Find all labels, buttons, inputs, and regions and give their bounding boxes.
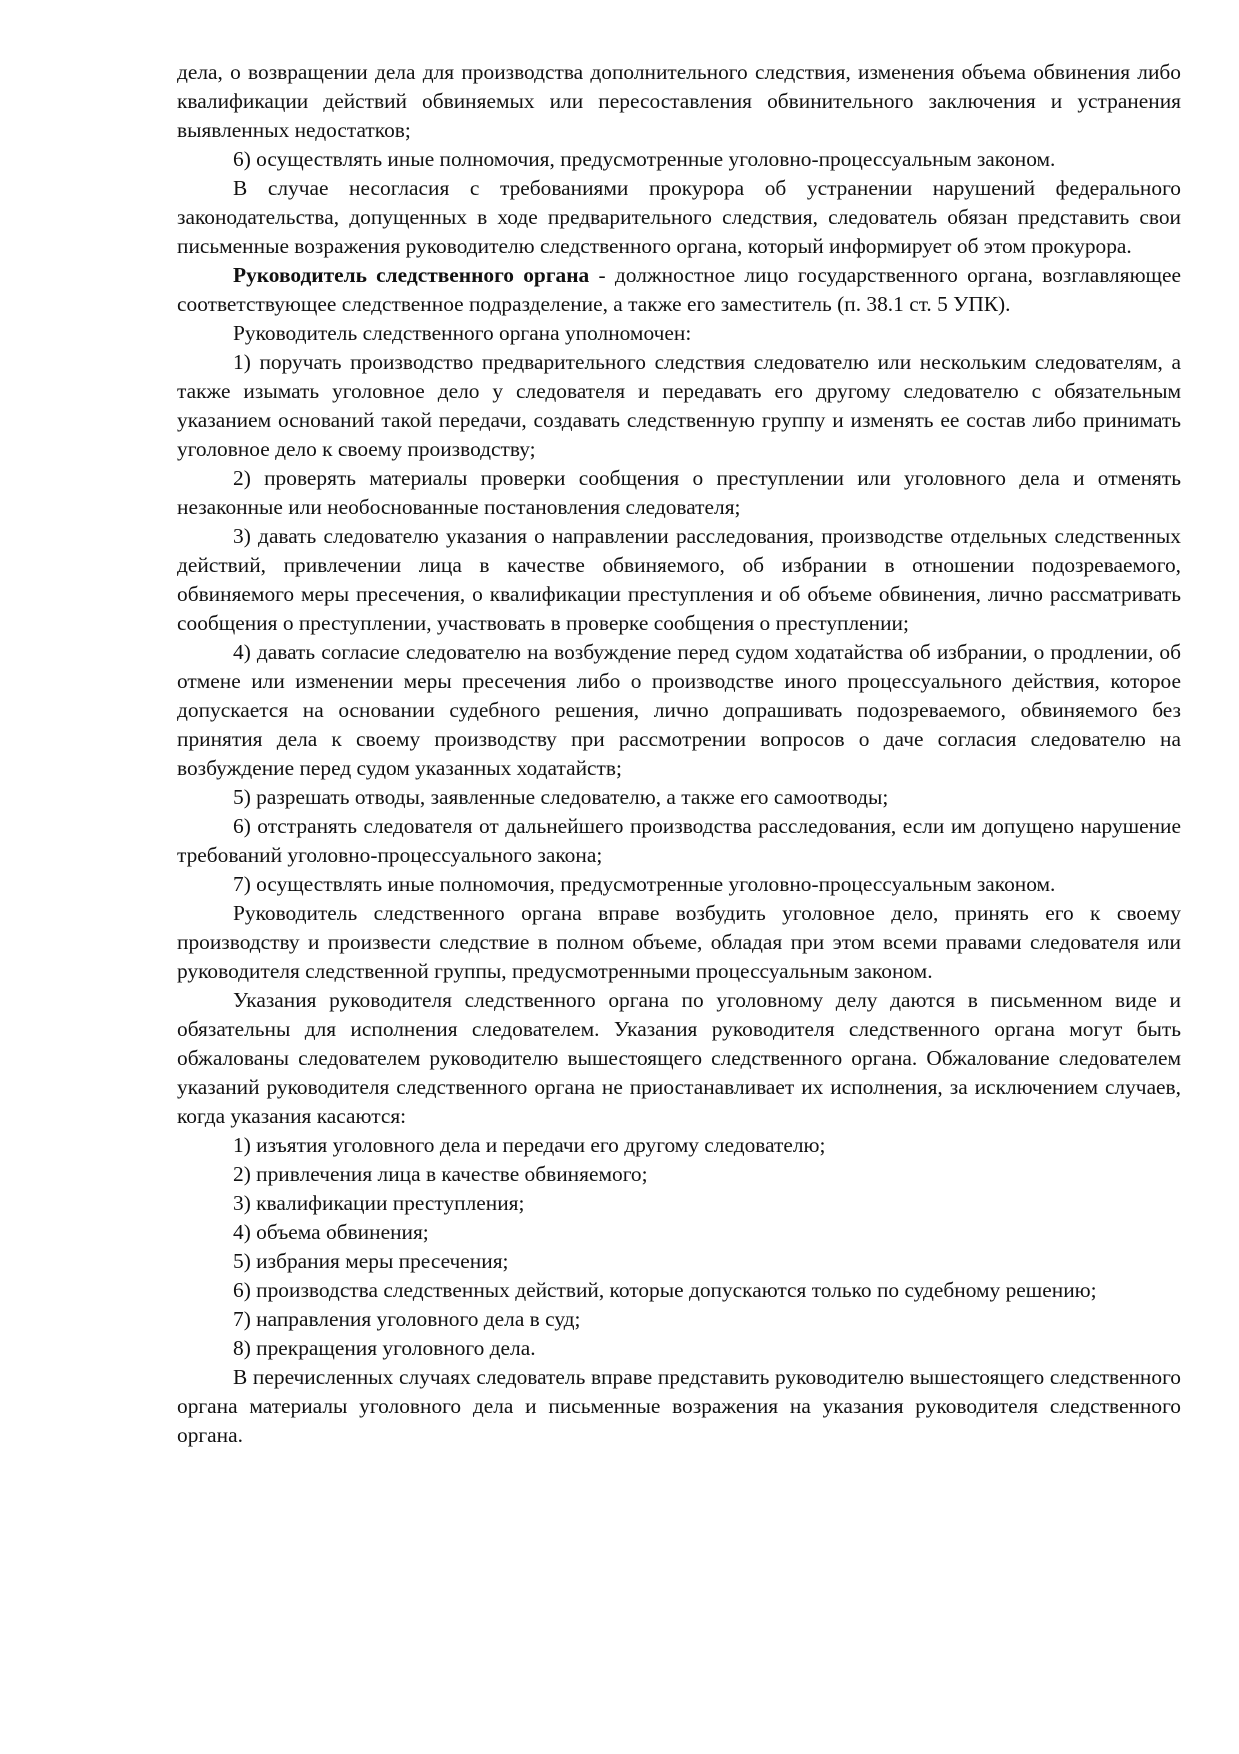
term-definition: - должностное лицо государственного органа, возглавляющее соответствующее следственное подразделение, а также его заместитель (п. 38.1 ст. 5 УПК).	[177, 263, 1182, 316]
paragraph-3: В случае несогласия с требованиями прокурора об устранении нарушений федерального законодательства, допущенных в ходе предварительного следствия, следователь обязан представить свои письменные возражения руководителю следственного органа, который информирует об этом прокурора.	[177, 176, 1181, 258]
list-item: 5) избрания меры пресечения;	[233, 1249, 509, 1273]
list-item: 3) давать следователю указания о направлении расследования, производстве отдельных следственных действий, привлечении лица в качестве обвиняемого, об избрании в отношении подозреваемого, обвиняемого меры пресечения, о квалификации преступления и об объеме обвинения, лично рассматривать сообщения о преступлении, участвовать в проверке сообщения о преступлении;	[177, 524, 1181, 635]
bold-term: Руководитель следственного органа	[233, 263, 590, 287]
list-item: 1) изъятия уголовного дела и передачи его другому следователю;	[233, 1133, 826, 1157]
list-item: 7) направления уголовного дела в суд;	[233, 1307, 581, 1331]
list-item: 4) давать согласие следователю на возбуждение перед судом ходатайства об избрании, о продлении, об отмене или изменении меры пресечения либо о производстве иного процессуального действия, которое допускается на основании судебного решения, лично допрашивать подозреваемого, обвиняемого без принятия дела к своему производству при рассмотрении вопросов о даче согласия следователю на возбуждение перед судом указанных ходатайств;	[177, 640, 1181, 780]
paragraph-13: Руководитель следственного органа вправе возбудить уголовное дело, принять его к своему производству и произвести следствие в полном объеме, обладая при этом всеми правами следователя или руководителя следственной группы, предусмотренными процессуальным законом.	[177, 901, 1181, 983]
list-item: 5) разрешать отводы, заявленные следователю, а также его самоотводы;	[233, 785, 889, 809]
list-item: 7) осуществлять иные полномочия, предусмотренные уголовно-процессуальным законом.	[233, 872, 1056, 896]
paragraph-4	[177, 261, 1181, 319]
list-item: 2) проверять материалы проверки сообщения о преступлении или уголовного дела и отменять незаконные или необоснованные постановления следователя;	[177, 466, 1181, 519]
paragraph-14: Указания руководителя следственного органа по уголовному делу даются в письменном виде и обязательны для исполнения следователем. Указания руководителя следственного органа могут быть обжалованы следователем руководителю вышестоящего следственного органа. Обжалование следователем указаний руководителя следственного органа не приостанавливает их исполнения, за исключением случаев, когда указания касаются:	[177, 988, 1181, 1128]
list-item: 3) квалификации преступления;	[233, 1191, 525, 1215]
list-item: 1) поручать производство предварительного следствия следователю или нескольким следователям, а также изымать уголовное дело у следователя и передавать его другому следователю с обязательным указанием оснований такой передачи, создавать следственную группу и изменять ее состав либо принимать уголовное дело к своему производству;	[177, 350, 1181, 461]
list-item: 6) отстранять следователя от дальнейшего производства расследования, если им допущено нарушение требований уголовно-процессуального закона;	[177, 814, 1181, 867]
document-page	[177, 58, 1181, 1450]
list-item: 6) производства следственных действий, которые допускаются только по судебному решению;	[233, 1278, 1097, 1302]
paragraph-1: дела, о возвращении дела для производства дополнительного следствия, изменения объема обвинения либо квалификации действий обвиняемых или пересоставления обвинительного заключения и устранения выявленных недостатков;	[177, 60, 1181, 142]
paragraph-5: Руководитель следственного органа уполномочен:	[233, 321, 692, 345]
list-item: 8) прекращения уголовного дела.	[233, 1336, 536, 1360]
list-item: 2) привлечения лица в качестве обвиняемого;	[233, 1162, 648, 1186]
list-item: 4) объема обвинения;	[233, 1220, 429, 1244]
paragraph-2: 6) осуществлять иные полномочия, предусмотренные уголовно-процессуальным законом.	[233, 147, 1056, 171]
paragraph-final: В перечисленных случаях следователь вправе представить руководителю вышестоящего следственного органа материалы уголовного дела и письменные возражения на указания руководителя следственного органа.	[177, 1365, 1181, 1447]
